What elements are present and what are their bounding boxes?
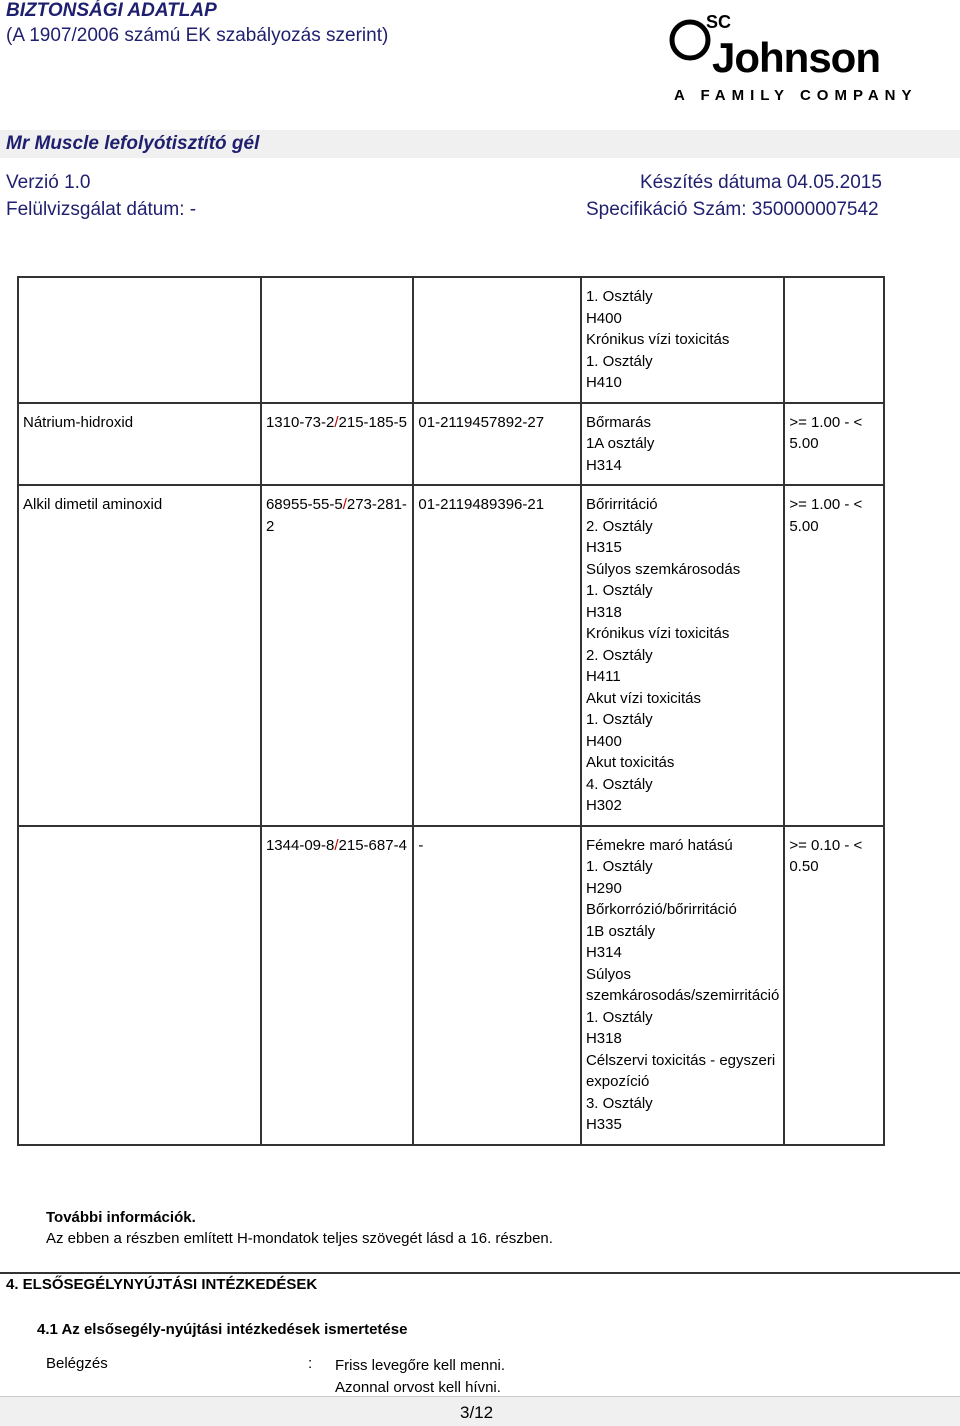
revision-date: Felülvizsgálat dátum: - <box>6 199 197 220</box>
classification-line: Súlyos szemkárosodás/szemirritáció <box>585 965 780 1004</box>
registration-number <box>413 277 581 403</box>
ec-code: 215-687-4 <box>338 836 407 854</box>
component-name <box>18 277 261 403</box>
classification-line: H314 <box>585 456 622 474</box>
classification-line: H318 <box>585 603 622 621</box>
svg-text:A FAMILY COMPANY: A FAMILY COMPANY <box>674 87 918 104</box>
inhalation-line: Azonnal orvost kell hívni. <box>335 1378 501 1396</box>
concentration <box>784 403 884 486</box>
document-title: BIZTONSÁGI ADATLAP <box>6 0 217 21</box>
component-name: Alkil dimetil aminoxid <box>18 485 261 826</box>
cas-number <box>261 403 413 486</box>
concentration-upper: 0.50 <box>789 858 819 875</box>
further-info-heading: További információk. <box>46 1209 196 1226</box>
inhalation-label: Belégzés <box>46 1355 108 1372</box>
classification-line: H315 <box>585 539 622 556</box>
classification-line: Krónikus vízi toxicitás <box>585 331 730 348</box>
concentration <box>784 277 884 403</box>
classification-line: Célszervi toxicitás - egyszeri expozíció <box>585 1051 776 1090</box>
svg-text:Johnson: Johnson <box>712 34 880 81</box>
classification-line: H290 <box>585 879 622 897</box>
inhalation-text <box>335 1355 505 1398</box>
classification <box>581 485 784 826</box>
further-info-text: Az ebben a részben említett H-mondatok teljes szövegét lásd a 16. részben. <box>46 1230 553 1247</box>
registration-number: - <box>413 826 581 1145</box>
classification-line: Bőrirritáció <box>585 496 658 513</box>
label-colon: : <box>308 1355 313 1372</box>
classification-line: Bőrmarás <box>585 413 651 431</box>
classification-line: Bőrkorrózió/bőrirritáció <box>585 901 737 918</box>
separator: / <box>334 836 339 854</box>
classification-line: H411 <box>585 668 621 685</box>
cas-code: 1310-73-2 <box>265 413 335 431</box>
classification-line: H302 <box>585 797 622 814</box>
separator: / <box>342 496 347 513</box>
ec-code: 273-281-2 <box>265 496 407 535</box>
components-table <box>17 276 885 1146</box>
component-name: Nátrium-hidroxid <box>18 403 261 486</box>
table-row <box>18 277 884 403</box>
registration-number: 01-2119457892-27 <box>413 403 581 486</box>
section-title: 4. ELSŐSEGÉLYNYÚJTÁSI INTÉZKEDÉSEK <box>6 1276 318 1293</box>
classification-line: H410 <box>585 374 622 391</box>
prepared-date: Készítés dátuma 04.05.2015 <box>640 172 882 193</box>
classification-line: Krónikus vízi toxicitás <box>585 625 730 642</box>
separator: / <box>334 413 339 431</box>
classification-line: Akut vízi toxicitás <box>585 689 702 707</box>
concentration-upper: 5.00 <box>789 517 819 535</box>
classification-line: 4. Osztály <box>585 775 653 793</box>
classification <box>581 403 784 486</box>
classification-line: 1A osztály <box>585 435 655 452</box>
table-row <box>18 403 884 486</box>
component-name <box>18 826 261 1145</box>
classification-line: 1. Osztály <box>585 352 653 370</box>
classification-line: 1B osztály <box>585 922 656 940</box>
classification-line: H400 <box>585 732 622 750</box>
classification-line: H314 <box>585 944 622 961</box>
cas-code: 68955-55-5 <box>265 496 343 513</box>
classification <box>581 826 784 1145</box>
subsection-title: 4.1 Az elsősegély-nyújtási intézkedések ismertetése <box>37 1321 408 1338</box>
table-row <box>18 485 884 826</box>
concentration-range: >= 1.00 - < <box>789 413 863 431</box>
classification-line: 2. Osztály <box>585 646 653 664</box>
concentration-range: >= 1.00 - < <box>789 496 863 513</box>
concentration <box>784 826 884 1145</box>
product-name: Mr Muscle lefolyótisztító gél <box>6 133 260 154</box>
concentration <box>784 485 884 826</box>
cas-number <box>261 826 413 1145</box>
classification-line: 1. Osztály <box>585 858 653 875</box>
cas-code: 1344-09-8 <box>265 836 335 854</box>
classification-line: 1. Osztály <box>585 711 653 728</box>
classification-line: Akut toxicitás <box>585 754 675 771</box>
classification-line: Fémekre maró hatású <box>585 836 733 854</box>
classification-line: H400 <box>585 309 622 327</box>
section-divider <box>0 1272 960 1274</box>
sc-johnson-logo <box>670 10 918 105</box>
classification <box>581 277 784 403</box>
specification-number: Specifikáció Szám: 350000007542 <box>586 199 879 220</box>
classification-line: 3. Osztály <box>585 1094 653 1112</box>
ec-code: 215-185-5 <box>338 413 407 431</box>
classification-line: 2. Osztály <box>585 517 653 535</box>
registration-number: 01-2119489396-21 <box>413 485 581 826</box>
table-row <box>18 826 884 1145</box>
classification-line: 1. Osztály <box>585 582 653 599</box>
classification-line: H318 <box>585 1030 622 1047</box>
cas-number <box>261 485 413 826</box>
cas-number <box>261 277 413 403</box>
classification-line: 1. Osztály <box>585 1008 653 1026</box>
inhalation-line: Friss levegőre kell menni. <box>335 1357 506 1374</box>
svg-text:SC: SC <box>706 12 732 32</box>
classification-line: H335 <box>585 1116 622 1133</box>
classification-line: Súlyos szemkárosodás <box>585 560 741 578</box>
concentration-upper: 5.00 <box>789 435 819 452</box>
concentration-range: >= 0.10 - < <box>789 836 863 854</box>
classification-line: 1. Osztály <box>585 288 653 305</box>
document-subtitle: (A 1907/2006 számú EK szabályozás szerint) <box>6 25 389 46</box>
page-number: 3/12 <box>460 1403 494 1422</box>
version-text: Verzió 1.0 <box>6 172 91 193</box>
